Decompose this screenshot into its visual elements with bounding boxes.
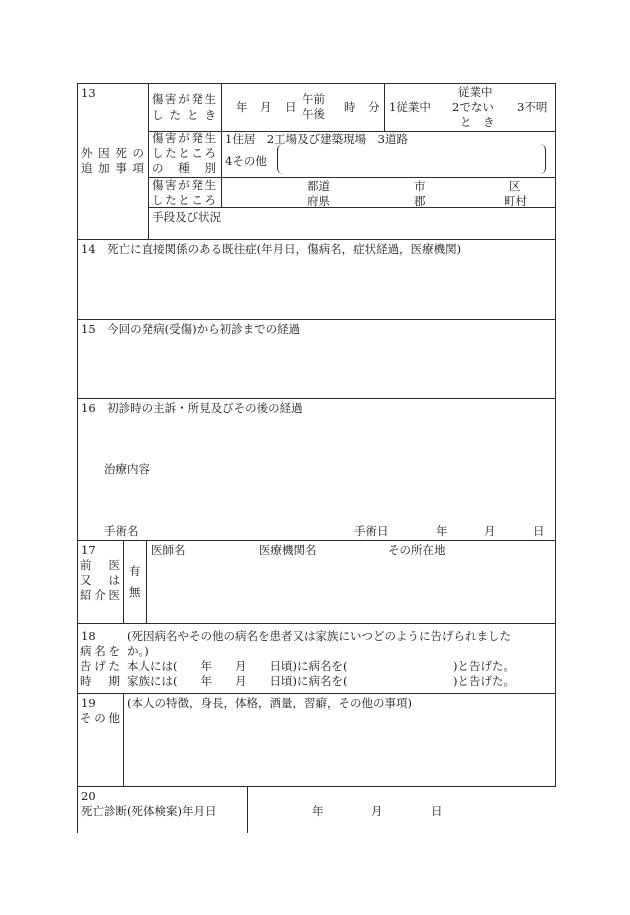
rule-13-col1 [148, 83, 149, 240]
s17-umu-no: 無 [129, 585, 141, 599]
s13-when-day: 日 [285, 100, 297, 114]
rule-right [555, 83, 556, 787]
s17-number: 17 [81, 543, 96, 557]
s19-number: 19 [81, 696, 96, 710]
s13-work-opt3: 3不明 [517, 100, 548, 114]
rule-13-r3 [148, 207, 556, 208]
s20-number: 20 [81, 789, 96, 803]
s13-place-chouson: 町村 [504, 194, 527, 208]
rule-15 [77, 319, 556, 320]
s17-label-line3: 紹介医 [80, 588, 120, 602]
s13-place-ku: 区 [509, 179, 521, 193]
s13-place-type-label-line2: したところ [152, 146, 216, 160]
s13-place-type-other: 4その他 [225, 154, 267, 168]
rule-19 [77, 693, 556, 694]
s18-label-line2: 告げた [80, 659, 120, 673]
s13-when-month: 月 [260, 100, 272, 114]
s13-when-am: 午前 [302, 92, 325, 106]
s13-place-label-line2: したところ [152, 193, 216, 207]
s16-surgery-year: 年 [436, 524, 448, 538]
s13-when-pm: 午後 [302, 107, 325, 121]
s13-work-header-bottom: と き [460, 115, 495, 129]
s17-label-line1: 前 医 [80, 558, 120, 572]
s16-treatment-label: 治療内容 [104, 462, 150, 476]
s18-label-line1: 病名を [80, 644, 120, 658]
s13-when-year: 年 [236, 100, 248, 114]
s13-place-type-label-line1: 傷害が発生 [152, 131, 216, 145]
s16-surgery-day: 日 [533, 524, 545, 538]
rule-20 [77, 786, 556, 787]
s17-location-label: その所在地 [388, 543, 446, 557]
s13-when-label-line1: 傷害が発生 [152, 92, 216, 106]
s16-surgery-name-label: 手術名 [104, 524, 139, 538]
rule-20-col1 [247, 786, 248, 833]
s18-instruction-line1: (死因病名やその他の病名を患者又は家族にいつどのように告げられました [127, 629, 511, 643]
s18-family-told: )と告げた。 [453, 674, 515, 688]
s13-place-type-options: 1住居 2工場及び建築現場 3道路 [225, 132, 408, 146]
rule-left [77, 83, 78, 833]
s13-place-gun: 郡 [414, 194, 426, 208]
s13-work-opt1: 1従業中 [389, 100, 431, 114]
s15-title: 15 今回の発病(受傷)から初診までの経過 [81, 322, 301, 336]
s20-year: 年 [312, 804, 324, 818]
s20-month: 月 [371, 804, 383, 818]
s20-day: 日 [431, 804, 443, 818]
s13-number: 13 [81, 86, 96, 100]
s16-surgery-month: 月 [484, 524, 496, 538]
s13-work-opt2: 2でない [452, 100, 494, 114]
s18-patient-told: )と告げた。 [453, 659, 515, 673]
rule-18-col1 [123, 693, 124, 787]
s13-place-type-other-bracket [277, 144, 546, 174]
s13-place-fuken: 府県 [307, 194, 330, 208]
s17-label-line2: 又 は [80, 573, 120, 587]
rule-13-col3 [384, 83, 385, 132]
s13-means-label: 手段及び状況 [152, 210, 221, 224]
s13-place-type-label-line3: の 種 別 [152, 161, 216, 175]
s13-place-label-line1: 傷害が発生 [152, 178, 216, 192]
s13-place-todo: 都道 [307, 179, 330, 193]
rule-18 [77, 623, 556, 624]
rule-17-col2 [146, 540, 147, 624]
s17-institution-label: 医療機関名 [259, 543, 317, 557]
s13-title-line1: 外 因 死 の [81, 146, 144, 160]
s13-when-minute: 分 [368, 100, 380, 114]
s18-label-line3: 時 期 [80, 674, 120, 688]
s14-title: 14 死亡に直接関係のある既往症(年月日，傷病名，症状経過，医療機関) [81, 242, 462, 256]
s16-surgery-date-label: 手術日 [354, 524, 389, 538]
s13-title-line2: 追 加 事 項 [81, 161, 144, 175]
s13-place-shi: 市 [414, 179, 426, 193]
s16-title: 16 初診時の主訴・所見及びその後の経過 [81, 401, 303, 415]
s18-number: 18 [81, 629, 96, 643]
s20-label: 死亡診断(死体検案)年月日 [81, 804, 217, 818]
s13-when-hour: 時 [344, 100, 356, 114]
rule-16 [77, 398, 556, 399]
s13-work-header-top: 従業中 [458, 85, 493, 99]
s19-instruction: (本人の特徴，身長，体格，酒量，習癖，その他の事項) [127, 696, 412, 710]
rule-17-col1 [123, 540, 124, 624]
s17-doctor-label: 医師名 [151, 543, 186, 557]
s18-patient-row: 本人には( 年 月 日頃)に病名を( [127, 659, 348, 673]
rule-13-col2 [221, 83, 222, 208]
s13-when-label-line2: し た と き [152, 108, 216, 122]
rule-17 [77, 540, 556, 541]
s19-label: その他 [80, 711, 120, 725]
s18-family-row: 家族には( 年 月 日頃)に病名を( [127, 674, 348, 688]
s17-umu-yes: 有 [129, 564, 141, 578]
s18-instruction-line2: か。) [127, 644, 149, 658]
